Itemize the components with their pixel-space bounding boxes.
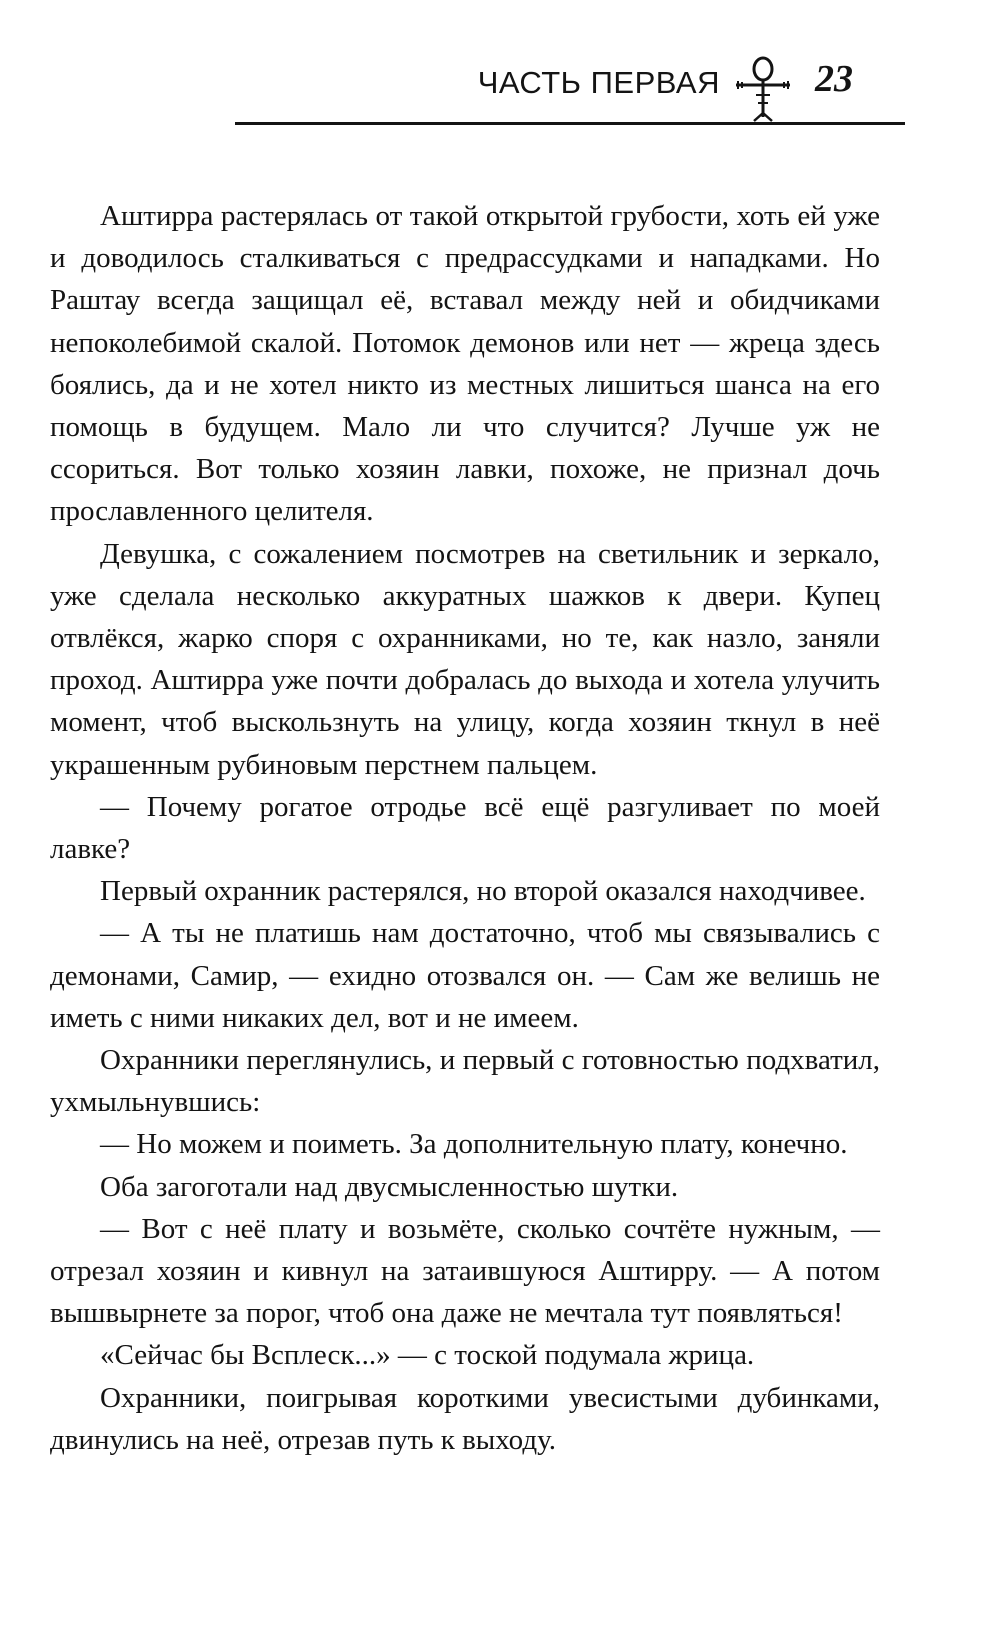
header-rule (235, 122, 905, 125)
paragraph: Охранники, поигрывая короткими увесистыми дубинками, двинулись на неё, отрезав путь к выходу. (50, 1381, 880, 1456)
running-header (200, 55, 900, 130)
paragraph: Оба загоготали над двусмысленностью шутки. (100, 1170, 679, 1203)
paragraph: Девушка, с сожалением посмотрев на светильник и зеркало, уже сделала несколько аккуратных шажков к двери. Купец отвлёкся, жарко споря с охранниками, но те, как назло, заняли проход. Аштирра уже почти добралась до выхода и хотела улучить момент, чтоб выскользнуть на улицу, когда хозяин ткнул в неё украшенным рубиновым перстнем пальцем. (50, 537, 880, 781)
dialogue-line: — Почему рогатое отродье всё ещё разгуливает по моей лавке? (50, 790, 880, 866)
paragraph: Аштирра растерялась от такой открытой грубости, хоть ей уже и доводилось сталкиваться с предрассудками и нападками. Но Раштау всегда защищал её, вставал между ней и обидчиками непоколебимой скалой. Потомок демонов или нет — жреца здесь боялись, да и не хотел никто из местных лишиться шанса на его помощь в будущем. Мало ли что случится? Лучше уж не ссориться. Вот только хозяин лавки, похоже, не признал дочь прославленного целителя. (50, 200, 880, 528)
dialogue-line: — А ты не платишь нам достаточно, чтоб мы связывались с демонами, Самир, — ехидно отозвался он. — Сам же велишь не иметь с ними никаких дел, вот и не имеем. (50, 917, 880, 1034)
ankh-icon (732, 55, 794, 125)
dialogue-line: — Вот с неё плату и возьмёте, сколько сочтёте нужным, — отрезал хозяин и кивнул на затаившуюся Аштирру. — А потом вышвырнете за порог, чтоб она даже не мечтала тут появляться! (50, 1212, 880, 1330)
thought-line: «Сейчас бы Всплеск...» — с тоской подумала жрица. (100, 1339, 755, 1372)
paragraph: Первый охранник растерялся, но второй оказался находчивее. (100, 875, 866, 908)
dialogue-line: — Но можем и поиметь. За дополнительную плату, конечно. (100, 1128, 848, 1161)
paragraph: Охранники переглянулись, и первый с готовностью подхватил, ухмыльнувшись: (50, 1044, 880, 1119)
page-number: 23 (815, 58, 853, 100)
body-text (50, 195, 880, 1461)
section-title: ЧАСТЬ ПЕРВАЯ (477, 65, 720, 100)
